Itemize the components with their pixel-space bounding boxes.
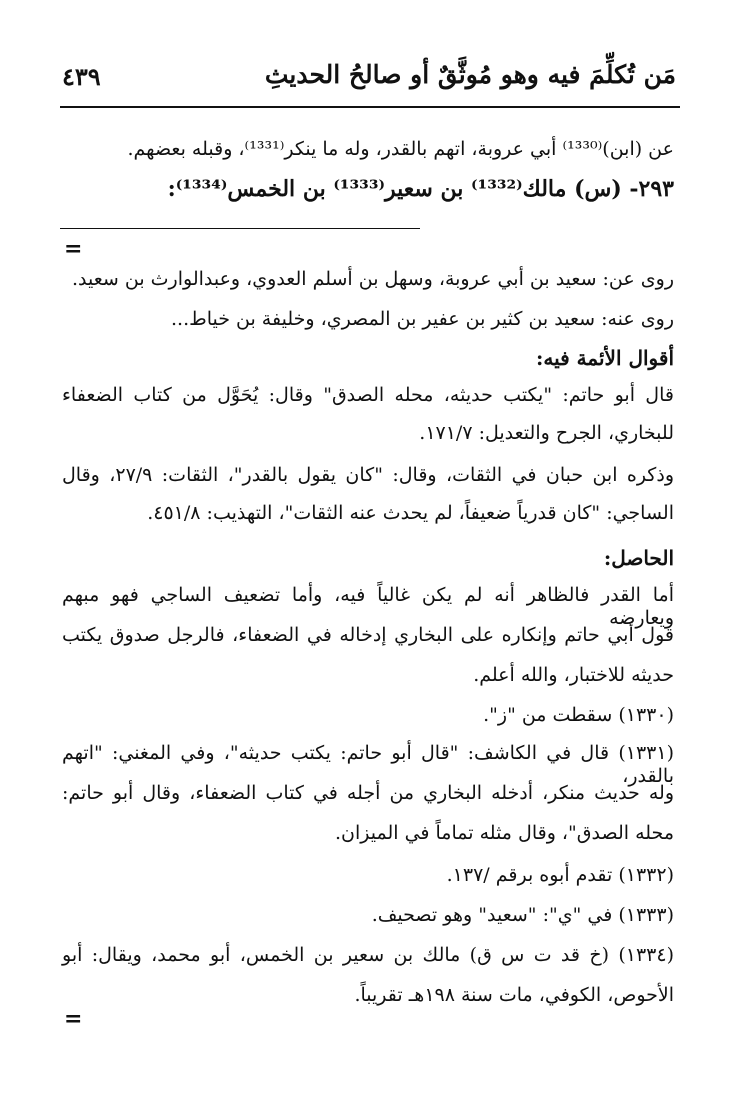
paragraph-line: وذكره ابن حبان في الثقات، وقال: "كان يقول بالقدر"، الثقات: ٢٧/٩، وقال [62, 464, 674, 486]
paragraph-line: للبخاري، الجرح والتعديل: ١٧١/٧. [419, 422, 674, 444]
narrated-by: روى عنه: سعيد بن كثير بن عفير بن المصري، وخليفة بن خياط... [171, 308, 674, 330]
paragraph-line: قول أبي حاتم وإنكاره على البخاري إدخاله في الضعفاء، فالرجل صدوق يكتب [62, 624, 674, 646]
footnote-1331-cont: محله الصدق"، وقال مثله تماماً في الميزان. [334, 822, 674, 844]
footnote-1334-cont: الأحوص، الكوفي، مات سنة ١٩٨هـ تقريباً. [354, 984, 674, 1006]
continuation-mark-bottom: = [64, 1006, 83, 1032]
footnote-1334: (١٣٣٤) (خ قد ت س ق) مالك بن سعير بن الخمس، أبو محمد، ويقال: أبو [62, 944, 674, 966]
footnote-separator [60, 228, 420, 229]
continuation-mark: = [64, 236, 83, 262]
carryover-line: عن (ابن)⁽¹³³⁰⁾ أبي عروبة، اتهم بالقدر، وله ما ينكر⁽¹³³¹⁾، وقبله بعضهم. [127, 138, 674, 160]
footnote-1331: (١٣٣١) قال في الكاشف: "قال أبو حاتم: يكتب حديثه"، وفي المغني: "اتهم بالقدر، [62, 742, 674, 787]
page-number: ٤٣٩ [62, 62, 101, 91]
paragraph-line: حديثه للاختبار، والله أعلم. [473, 664, 674, 686]
footnote-1332: (١٣٣٢) تقدم أبوه برقم /١٣٧. [446, 864, 674, 886]
footnote-1333: (١٣٣٣) في "ي": "سعيد" وهو تصحيف. [371, 904, 674, 926]
running-header-title: مَن تُكلِّمَ فيه وهو مُوثَّقٌ أو صالحُ الحديثِ [264, 60, 676, 89]
footnote-1330: (١٣٣٠) سقطت من "ز". [483, 704, 674, 726]
section-heading-aqwal: أقوال الأئمة فيه: [536, 346, 674, 370]
narrated-from: روى عن: سعيد بن أبي عروبة، وسهل بن أسلم العدوي، وعبدالوارث بن سعيد. [72, 268, 674, 290]
footnote-1331-cont: وله حديث منكر، أدخله البخاري من أجله في كتاب الضعفاء، وقال أبو حاتم: [62, 782, 674, 804]
section-heading-hasil: الحاصل: [603, 546, 674, 570]
paragraph-line: الساجي: "كان قدرياً ضعيفاً، لم يحدث عنه الثقات"، التهذيب: ٤٥١/٨. [147, 502, 674, 524]
paragraph-line: قال أبو حاتم: "يكتب حديثه، محله الصدق" وقال: يُحَوَّل من كتاب الضعفاء [62, 384, 674, 406]
paragraph-line: أما القدر فالظاهر أنه لم يكن غالياً فيه، وأما تضعيف الساجي فهو مبهم ويعارضه [62, 584, 674, 629]
entry-heading: ٢٩٣- (س) مالك⁽¹³³²⁾ بن سعير⁽¹³³³⁾ بن الخمس⁽¹³³⁴⁾: [167, 176, 674, 202]
header-rule [60, 106, 680, 108]
